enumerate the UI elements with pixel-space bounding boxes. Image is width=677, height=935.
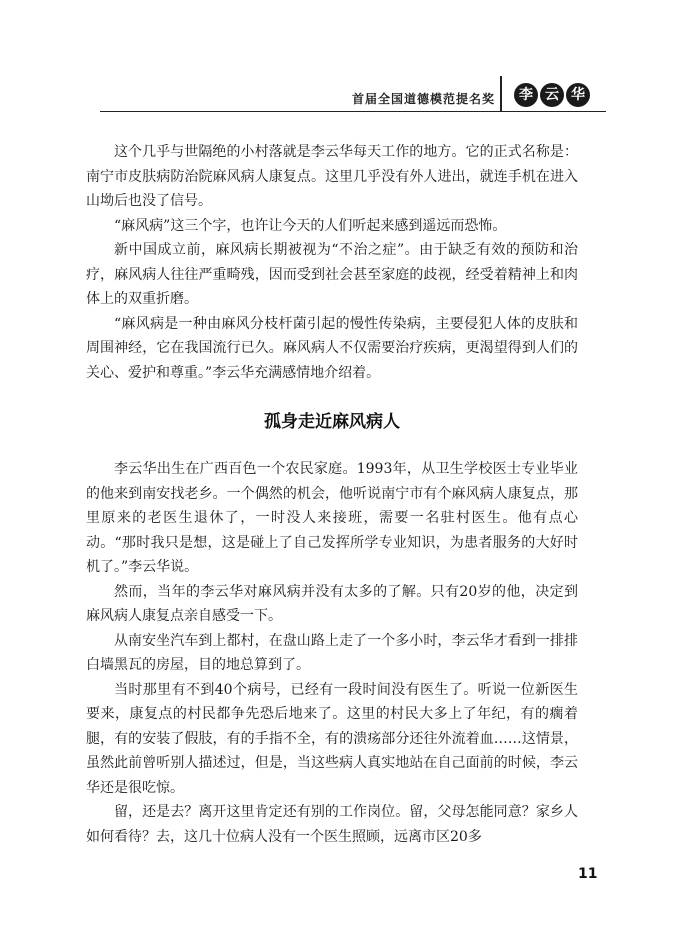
page-number: 11 (578, 866, 598, 882)
paragraph: 留，还是去？离开这里肯定还有别的工作岗位。留，父母怎能同意？家乡人如何看待？去，这几十位病人没有一个医生照顾，远离市区20多 (86, 804, 578, 845)
name-seal-char: 华 (566, 83, 590, 107)
paragraph: “麻风病”这三个字，也许让今天的人们听起来感到遥远而恐怖。 (114, 217, 507, 234)
paragraph: 新中国成立前，麻风病长期被视为“不治之症”。由于缺乏有效的预防和治疗，麻风病人往往严重畸残，因而受到社会甚至家庭的歧视，经受着精神上和肉体上的双重折磨。 (86, 242, 578, 307)
paragraph: 从南安坐汽车到上都村，在盘山路上走了一个多小时，李云华才看到一排排白墙黑瓦的房屋，目的地总算到了。 (86, 632, 578, 673)
header-rule (100, 111, 606, 112)
name-seal-logo (514, 83, 590, 107)
paragraph: 李云华出生在广西百色一个农民家庭。1993年，从卫生学校医士专业毕业的他来到南安找老乡。一个偶然的机会，他听说南宁市有个麻风病人康复点，那里原来的老医生退休了，一时没人来接班，需要一名驻村医生。他有点心动。“那时我只是想，这是碰上了自己发挥所学专业知识，为患者服务的大好时机了。”李云华说。 (86, 461, 578, 575)
name-seal-char: 云 (540, 83, 564, 107)
paragraph: 这个几乎与世隔绝的小村落就是李云华每天工作的地方。它的正式名称是：南宁市皮肤病防治院麻风病人康复点。这里几乎没有外人进出，就连手机在进入山坳后也没了信号。 (86, 144, 578, 209)
page-body (86, 140, 578, 849)
paragraph: “麻风病是一种由麻风分枝杆菌引起的慢性传染病，主要侵犯人体的皮肤和周围神经，它在我国流行已久。麻风病人不仅需要治疗疾病，更渴望得到人们的关心、爱护和尊重。”李云华充满感情地介绍着。 (86, 315, 578, 381)
paragraph: 当时那里有不到40个病号，已经有一段时间没有医生了。听说一位新医生要来，康复点的村民都争先恐后地来了。这里的村民大多上了年纪，有的瘸着腿，有的安装了假肢，有的手指不全，有的溃疡部分还往外流着血……这情景，虽然此前曾听别人描述过，但是，当这些病人真实地站在自己面前的时候，李云华还是很吃惊。 (86, 681, 578, 796)
section-heading: 孤身走近麻风病人 (264, 412, 400, 432)
name-seal-char: 李 (514, 83, 538, 107)
header-divider (500, 76, 502, 112)
running-header-title: 首届全国道德模范提名奖 (351, 92, 495, 106)
paragraph: 然而，当年的李云华对麻风病并没有太多的了解。只有20岁的他，决定到麻风病人康复点亲自感受一下。 (86, 583, 578, 624)
